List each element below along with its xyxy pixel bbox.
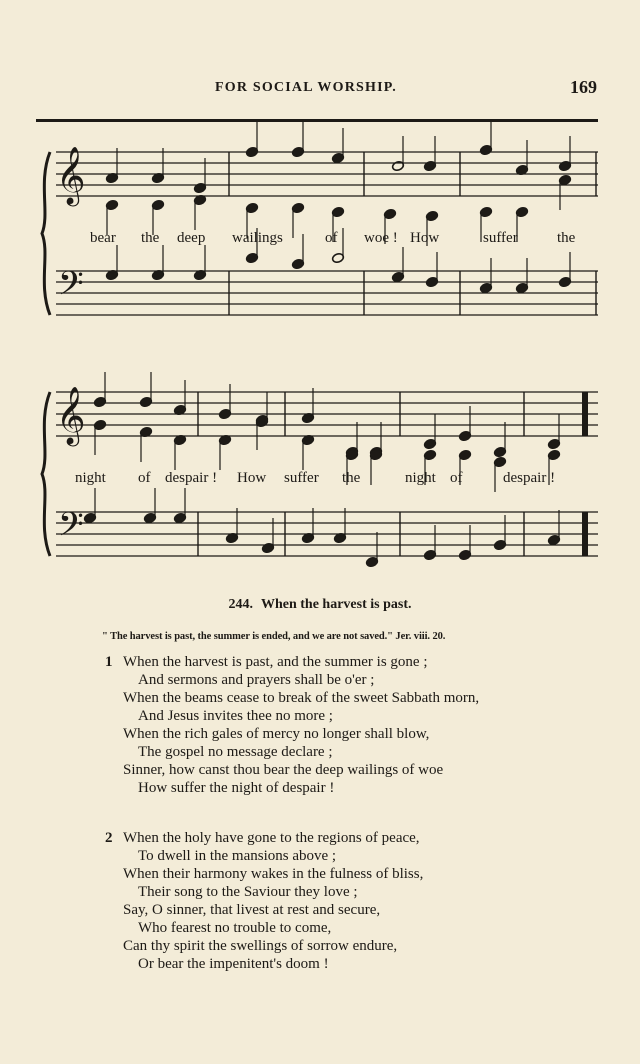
stanza-line xyxy=(105,829,423,847)
lyrics-system-1 xyxy=(90,230,576,246)
lyric-word: suffer xyxy=(483,230,518,246)
stanza-line xyxy=(105,653,479,671)
lyric-word: despair ! xyxy=(503,470,556,486)
final-bar xyxy=(582,512,588,556)
stanza-line: When the beams cease to break of the sweet Sabbath morn, xyxy=(123,690,480,706)
stanza-line: The gospel no message declare ; xyxy=(138,744,333,760)
stanza-line: When their harmony wakes in the fulness of bliss, xyxy=(123,866,424,882)
stanza-line: Say, O sinner, that livest at rest and secure, xyxy=(123,902,381,918)
lyric-word: woe ! xyxy=(364,230,398,246)
line-text: When the harvest is past, and the summer is gone ; xyxy=(123,654,428,670)
lyric-word: the xyxy=(342,470,361,486)
bass-clef: 𝄢 xyxy=(58,265,84,311)
lyric-word: of xyxy=(450,470,463,486)
lyric-word: How xyxy=(410,230,440,246)
lyric-word: the xyxy=(557,230,576,246)
lyric-word: night xyxy=(405,470,436,486)
hymn-title: When the harvest is past. xyxy=(260,597,412,612)
stanza-line: Their song to the Saviour they love ; xyxy=(138,884,358,900)
line-text: When the holy have gone to the regions of peace, xyxy=(123,830,420,846)
lyric-word: night xyxy=(75,470,106,486)
bass-clef: 𝄢 xyxy=(58,506,84,552)
system-brace xyxy=(42,152,50,315)
hymn-number: 244. xyxy=(228,597,253,612)
stanza-line: Sinner, how canst thou bear the deep wailings of woe xyxy=(123,762,444,778)
stanza-line: Who fearest no trouble to come, xyxy=(138,920,332,936)
lyric-word: despair ! xyxy=(165,470,218,486)
stanza-2 xyxy=(105,829,423,973)
stanza-1 xyxy=(105,653,479,797)
lyric-word: suffer xyxy=(284,470,319,486)
stanza-number: 1 xyxy=(105,654,113,670)
running-title: FOR SOCIAL WORSHIP. xyxy=(215,80,397,95)
stanza-number: 2 xyxy=(105,830,113,846)
lyric-word: wailings xyxy=(232,230,283,246)
scripture-epigraph: " The harvest is past, the summer is ended, and we are not saved." Jer. viii. 20. xyxy=(102,631,446,642)
stanza-line: Or bear the impenitent's doom ! xyxy=(138,956,329,972)
lyric-word: How xyxy=(237,470,267,486)
lyric-word: the xyxy=(141,230,160,246)
stanza-line: To dwell in the mansions above ; xyxy=(138,848,337,864)
lyric-word: of xyxy=(325,230,338,246)
stanza-line: And sermons and prayers shall be o'er ; xyxy=(138,672,375,688)
final-bar xyxy=(582,392,588,436)
lyric-word: bear xyxy=(90,230,116,246)
lyrics-system-2 xyxy=(75,470,555,486)
stanza-line: When the rich gales of mercy no longer shall blow, xyxy=(123,726,430,742)
stanza-line: And Jesus invites thee no more ; xyxy=(138,708,333,724)
system-brace xyxy=(42,392,50,556)
treble-clef: 𝄞 xyxy=(56,146,86,204)
lyric-word: of xyxy=(138,470,151,486)
treble-clef: 𝄞 xyxy=(56,386,86,444)
page-number: 169 xyxy=(570,77,597,97)
hymn-heading xyxy=(0,597,640,613)
lyric-word: deep xyxy=(177,230,206,246)
stanza-line: Can thy spirit the swellings of sorrow endure, xyxy=(123,938,398,954)
score-notation xyxy=(42,120,598,568)
stanza-line: How suffer the night of despair ! xyxy=(138,780,335,796)
